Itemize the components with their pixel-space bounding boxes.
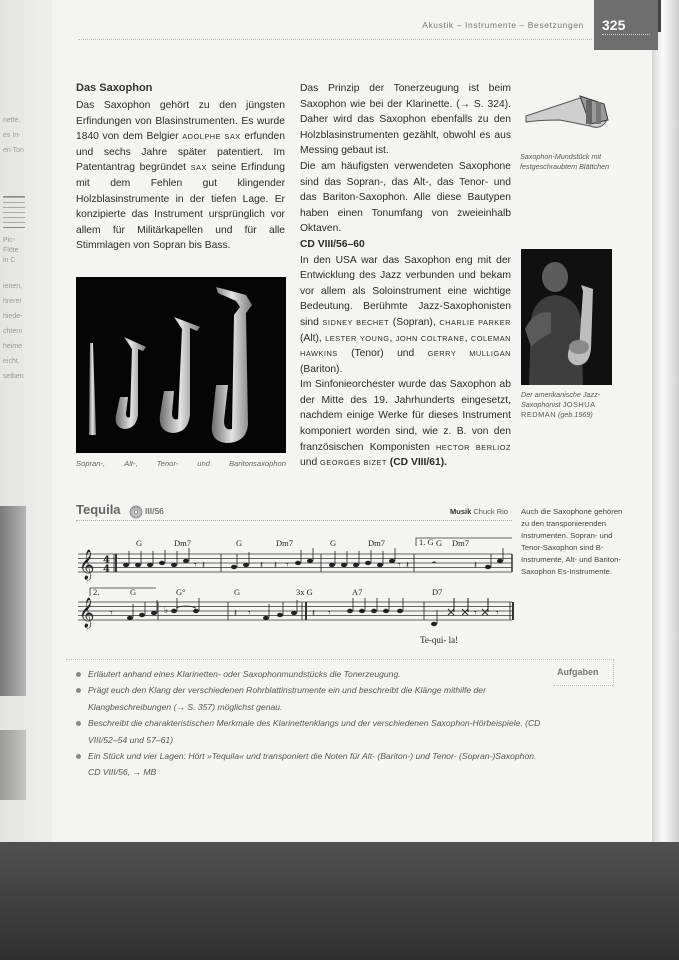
tasks-rule	[66, 659, 614, 660]
person-name: SIDNEY BECHET	[322, 317, 390, 327]
person-name: COLEMAN HAWKINS	[300, 333, 511, 359]
task-text: Erläutert anhand eines Klarinetten- oder Saxophonmundstücks die Tonerzeugung.	[88, 669, 401, 679]
mouthpiece-photo	[520, 86, 612, 150]
tasks-label-rule	[553, 685, 613, 686]
text: Im Sinfonieorchester wurde das Saxophon ab der Mitte des 19. Jahrhunderts eingesetzt, nachdem einige Werke für dieses Instrument komponiert worden sind, wie z. B. von den französischen Komponisten	[300, 379, 511, 453]
svg-text:𝄽: 𝄽	[202, 560, 206, 571]
mouthpiece-caption: Saxophon-Mundstück mit festgeschraubtem Blättchen	[520, 152, 610, 171]
tasks-label-divider	[613, 659, 614, 687]
svg-text:𝄾: 𝄾	[496, 608, 499, 619]
bullet-icon	[76, 688, 81, 693]
svg-text:𝄾: 𝄾	[286, 560, 289, 571]
task-list	[76, 666, 546, 781]
svg-text:𝄾: 𝄾	[194, 560, 197, 571]
svg-text:𝄼: 𝄼	[432, 556, 437, 569]
chord-symbol: G	[130, 587, 137, 597]
margin-fragment: en Ton	[3, 147, 24, 154]
margin-fragment: Pic-	[3, 237, 16, 244]
margin-fragment: hiede-	[3, 313, 23, 320]
chord-symbol: 3x G	[296, 587, 313, 597]
text: Das Saxophon gehört zu den jüngsten Erfindungen von Blasinstrumenten. Es wurde 1840 von dem Belgier	[76, 100, 285, 143]
chord-symbol: G	[136, 538, 143, 548]
mouthpiece-illustration	[520, 86, 612, 150]
volta-1-chord: 1. G	[419, 537, 434, 547]
text-column-right	[300, 81, 511, 471]
margin-fragment: nette,	[3, 117, 21, 124]
tasks-label: Aufgaben	[557, 667, 599, 677]
joshua-redman-caption	[521, 390, 621, 419]
text: erfunden und sechs Jahre später patentiert. Im Patentantrag begründet	[76, 131, 285, 174]
text: Die am häufigsten verwendeten Saxophone sind das Sopran-, das Alt-, das Tenor- und das Bariton-Saxophon. Alle diese Bautypen haben einen Tonumfang von zweieinhalb Oktaven.	[300, 160, 511, 235]
person-name: HECTOR BERLIOZ	[435, 442, 511, 452]
rests-row2	[110, 608, 499, 619]
scanner-background	[0, 842, 679, 960]
chord-symbol: D7	[432, 587, 443, 597]
chord-symbol: Dm7	[452, 538, 469, 548]
svg-text:𝄽: 𝄽	[234, 608, 238, 619]
task-item	[76, 682, 546, 715]
text: ,	[389, 332, 396, 344]
treble-clef: 𝄞	[79, 598, 95, 628]
text: (Alt),	[300, 332, 326, 344]
stems-row1	[129, 548, 503, 567]
page-number: 325	[602, 17, 626, 33]
svg-text:𝄾: 𝄾	[328, 608, 331, 619]
task-item	[76, 748, 546, 781]
flat-sign: ♭	[164, 606, 169, 616]
treble-clef: 𝄞	[79, 550, 95, 580]
margin-fragment: in C	[3, 257, 16, 264]
text: (Sopran),	[389, 316, 440, 328]
margin-fragment: eicht,	[3, 358, 20, 365]
person-name: JOHN COLTRANE	[395, 333, 465, 343]
svg-text:𝄽: 𝄽	[474, 560, 478, 571]
text: und	[300, 457, 321, 469]
caption-word: Baritonsaxophon	[228, 459, 286, 468]
svg-text:𝄾: 𝄾	[110, 608, 113, 619]
text: In den USA war das Saxophon eng mit der Entwicklung des Jazz verbunden und bekam vor allem als Soloinstrument eine wichtige Bedeutung. Berühmte Jazz-Saxophonisten sind	[300, 254, 511, 328]
song-header-rule	[76, 520, 512, 521]
paragraph	[76, 98, 285, 254]
caption-word: und	[197, 459, 210, 468]
caption-word: Tenor-	[156, 459, 179, 468]
person-name: ADOLPHE SAX	[182, 132, 241, 142]
chord-symbol: G	[234, 587, 241, 597]
task-item	[76, 666, 546, 682]
chord-symbol: G	[330, 538, 337, 548]
song-title: Tequila	[76, 502, 121, 517]
person-name: SAX	[190, 163, 207, 173]
sheet-music	[76, 526, 516, 650]
svg-text:𝄽: 𝄽	[260, 560, 264, 571]
time-signature-top: 4	[103, 555, 110, 566]
margin-fragment: ienen,	[3, 283, 23, 290]
paragraph	[300, 159, 511, 253]
text: (Tenor) und	[337, 348, 428, 360]
person-name: GERRY MULLIGAN	[427, 349, 511, 359]
bullet-icon	[76, 754, 81, 759]
text-column-left	[76, 98, 285, 254]
cd-reference: CD VIII/56–60	[300, 238, 365, 250]
margin-photo-fragment	[0, 730, 26, 800]
caption-text: (geb.1969)	[556, 409, 593, 419]
bullet-icon	[76, 721, 81, 726]
svg-text:𝄾: 𝄾	[398, 560, 401, 571]
running-title: Akustik – Instrumente – Besetzungen	[422, 20, 584, 30]
time-signature-bottom: 4	[103, 564, 110, 575]
paragraph	[300, 253, 511, 378]
chord-symbol: A7	[352, 587, 363, 597]
saxophones-illustration	[76, 277, 286, 453]
chord-symbol: Dm7	[276, 538, 293, 548]
svg-text:𝄾: 𝄾	[248, 608, 251, 619]
person-name: GEORGES BIZET	[320, 458, 387, 468]
bullet-icon	[76, 672, 81, 677]
cd-track: III/56	[145, 506, 164, 516]
previous-page-edge	[0, 0, 52, 842]
caption-word: Alt-,	[124, 459, 138, 468]
running-header	[78, 14, 592, 36]
person-name: CHARLIE PARKER	[439, 317, 511, 327]
person-name: JOSHUA REDMAN	[521, 399, 596, 419]
margin-fragment: heime	[3, 343, 23, 350]
transposition-note: Auch die Saxophone gehören zu den transponierenden Instrumenten. Sopran- und Tenor-Saxophon sind B-Instrumente, Alt- und Bariton-Saxophon Es-Instrumente.	[521, 507, 623, 577]
svg-text:𝄾: 𝄾	[474, 608, 477, 619]
caption-text: Der amerikanische Jazz-Saxophonist	[521, 390, 601, 409]
margin-fragment: Flöte	[3, 247, 19, 254]
task-text: Beschreibt die charakteristischen Merkmale des Klarinettenklangs und der verschiedenen Saxophon-Hörbeispiele. (CD VIII/52–54 und 57–61)	[88, 718, 541, 745]
volta-2-label: 2.	[93, 587, 100, 597]
cd-icon	[129, 505, 143, 519]
composer-name: Chuck Rio	[473, 507, 508, 516]
text: seine Erfindung mit dem Fehlen gut klingender Holzblasinstrumente in der tiefen Lage. Er konzipierte das Instrument ursprünglich vor allem für Militärkapellen und für alle Stimmlagen von Sopran bis Bass.	[76, 162, 285, 252]
paragraph	[300, 377, 511, 471]
caption-word: Sopran-,	[76, 459, 106, 468]
text: ,	[464, 332, 471, 344]
chord-symbols-row2	[130, 587, 442, 597]
person-name: LESTER YOUNG	[325, 333, 390, 343]
saxophones-caption	[76, 459, 286, 468]
composer-credit	[450, 507, 508, 516]
lyrics: Te-qui- la!	[420, 635, 459, 645]
notes-row2	[127, 609, 437, 626]
composer-label: Musik	[450, 507, 472, 516]
cd-reference: (CD VIII/61).	[386, 457, 447, 469]
task-text: Ein Stück und vier Lagen: Hört »Tequila« und transponiert die Noten für Alt- (Bariton-) und Tenor- (Sopran-)Saxophon. CD VIII/56, → MB	[88, 751, 537, 778]
chord-symbol: G	[236, 538, 243, 548]
margin-fragment: hrerer	[3, 298, 22, 305]
svg-text:𝄽: 𝄽	[274, 560, 278, 571]
task-text: Prägt euch den Klang der verschiedenen Rohrblattinstrumente ein und beschreibt die Klänge mithilfe der Klangbeschreibungen (→ S. 357) möglichst genau.	[88, 685, 486, 712]
text: (Bariton).	[300, 363, 343, 375]
saxophonist-illustration	[521, 249, 612, 385]
margin-fragment: selben	[3, 373, 24, 380]
page-number-rule	[602, 34, 650, 35]
chord-symbol: G°	[176, 587, 186, 597]
paragraph: Das Prinzip der Tonerzeugung ist beim Saxophon wie bei der Klarinette. (→ S. 324). Daher wird das Saxophon ebenfalls zu den Holzblasinstrumenten gezählt, obwohl es aus Messing gebaut ist.	[300, 83, 511, 157]
joshua-redman-photo	[521, 249, 612, 385]
chord-symbol: Dm7	[174, 538, 191, 548]
page-stack-edge	[652, 0, 679, 842]
margin-fragment: chtern	[3, 328, 23, 335]
margin-fragment: es In-	[3, 132, 21, 139]
margin-photo-fragment	[0, 506, 26, 696]
saxophones-photo	[76, 277, 286, 453]
svg-text:𝄽: 𝄽	[312, 608, 316, 619]
header-rule	[78, 39, 592, 40]
margin-staff-fragment	[3, 196, 25, 228]
section-title: Das Saxophon	[76, 82, 153, 94]
task-item	[76, 715, 546, 748]
chord-symbol: G	[436, 538, 443, 548]
svg-text:𝄽: 𝄽	[406, 560, 410, 571]
chord-symbol: Dm7	[368, 538, 385, 548]
